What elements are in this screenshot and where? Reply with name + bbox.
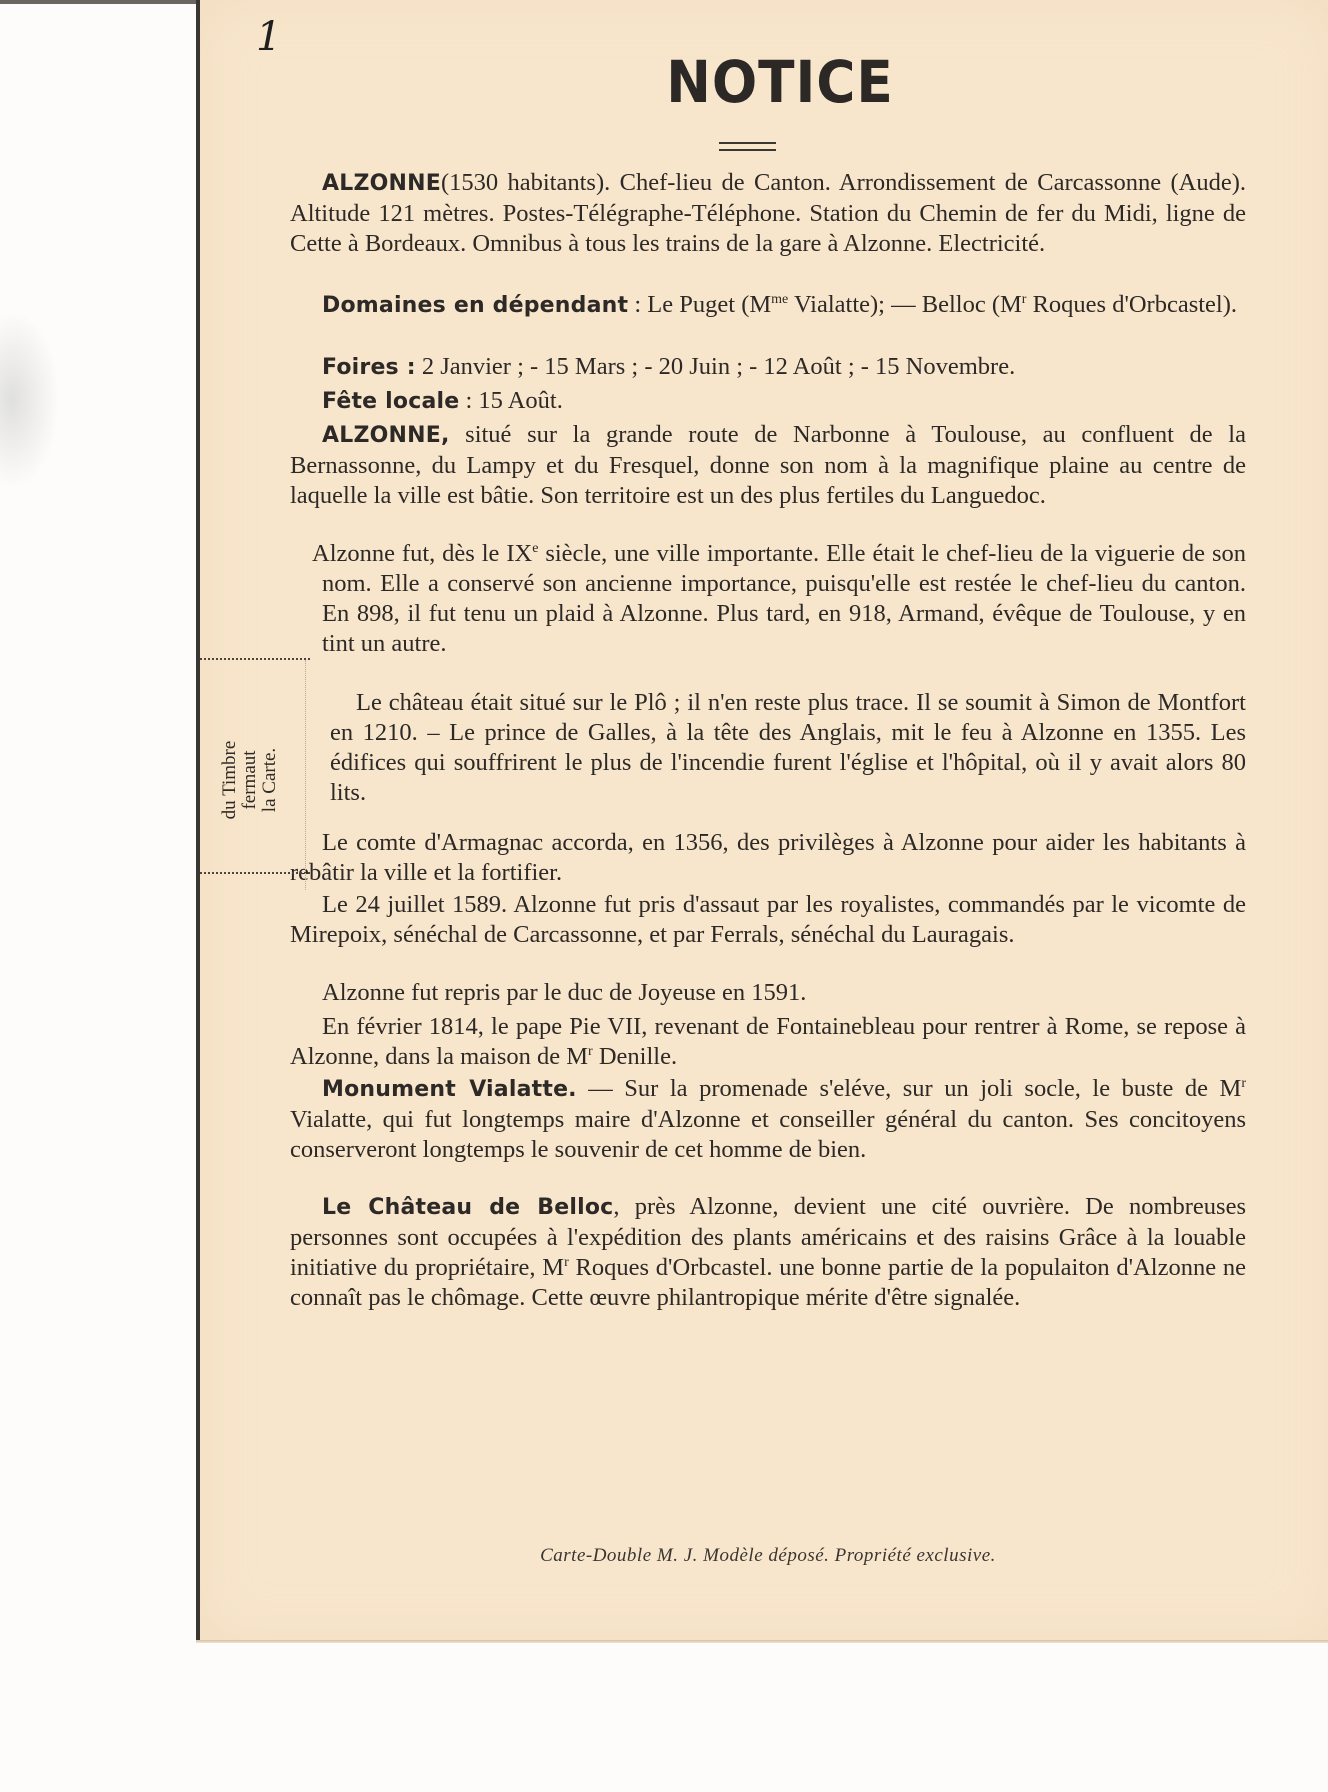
- paragraph-foires: Foires : 2 Janvier ; - 15 Mars ; - 20 Juin ; - 12 Août ; - 15 Novembre.: [322, 353, 1016, 380]
- paragraph-histoire-5: Alzonne fut repris par le duc de Joyeuse en 1591.: [322, 979, 807, 1006]
- stamp-margin-bottom-dotted-line: [200, 872, 310, 874]
- title-double-rule: [719, 142, 776, 151]
- stamp-margin-top-dotted-line: [200, 658, 310, 660]
- paragraph-monument: Monument Vialatte. — Sur la promenade s'eléve, sur un joli socle, le buste de $M^r$ Vialatte, qui fut longtemps maire d'Alzonne et conseiller général du canton. Ses concitoyens conserveront longtemps le souvenir de cet homme de bien.: [290, 1075, 1246, 1163]
- paragraph-histoire-2: Le château était situé sur le Plô ; il n'en reste plus trace. Il se soumit à Simon de Montfort en 1210. – Le prince de Galles, à la tête des Anglais, mit le feu à Alzonne en 1355. Les édifices qui souffrirent le plus de l'incendie furent l'église et l'hôpital, où il y avait alors 80 lits.: [330, 689, 1246, 806]
- heading-alzonne-situation: ALZONNE,: [322, 423, 450, 448]
- heading-belloc: Le Château de Belloc: [322, 1195, 614, 1220]
- paragraph-situation: ALZONNE, situé sur la grande route de Narbonne à Toulouse, au confluent de la Bernassonne, du Lampy et du Fresquel, donne son nom à la magnifique plaine au centre de laquelle la ville est bâtie. Son territoire est un des plus fertiles du Languedoc.: [290, 421, 1246, 509]
- paragraph-histoire-3: Le comte d'Armagnac accorda, en 1356, des privilèges à Alzonne pour aider les habitants à rebâtir la ville et la fortifier.: [290, 829, 1246, 886]
- handwritten-page-number: 1: [256, 14, 282, 60]
- footer-imprint: Carte-Double M. J. Modèle déposé. Propriété exclusive.: [540, 1545, 996, 1566]
- stamp-margin-line-1: du Timbre: [219, 740, 240, 820]
- heading-fete: Fête locale: [322, 389, 460, 414]
- postcard-bottom-edge: [196, 1640, 1328, 1643]
- paragraph-fete: Fête locale : 15 Août.: [322, 387, 563, 414]
- stamp-margin-line-2: fermaut: [239, 750, 260, 810]
- heading-monument: Monument Vialatte.: [322, 1077, 577, 1102]
- paragraph-intro: ALZONNE(1530 habitants). Chef-lieu de Canton. Arrondissement de Carcassonne (Aude). Altitude 121 mètres. Postes-Télégraphe-Téléphone. Station du Chemin de fer du Midi, ligne de Cette à Bordeaux. Omnibus à tous les trains de la gare à Alzonne. Electricité.: [290, 169, 1246, 257]
- paragraph-domaines: Domaines en dépendant : Le Puget ($M^{me}$ Vialatte); — Belloc ($M^r$ Roques d'Orbcastel).: [322, 291, 1238, 318]
- heading-foires: Foires :: [322, 355, 416, 380]
- heading-domaines: Domaines en dépendant: [322, 293, 629, 318]
- page-title: NOTICE: [666, 48, 894, 116]
- paragraph-histoire-6: En février 1814, le pape Pie VII, revenant de Fontainebleau pour rentrer à Rome, se repose à Alzonne, dans la maison de $M^r$ Denille.: [290, 1013, 1246, 1070]
- stamp-margin-vertical-dotted-line: [305, 660, 306, 890]
- paragraph-belloc: Le Château de Belloc, près Alzonne, devient une cité ouvrière. De nombreuses personnes sont occupées à l'expédition des plants américains et des raisins Grâce à la louable initiative du propriétaire, $M^r$ Roques d'Orbcastel. une bonne partie de la populaiton d'Alzonne ne connaît pas le chômage. Cette œuvre philantropique mérite d'être signalée.: [290, 1193, 1246, 1311]
- heading-alzonne: ALZONNE: [322, 171, 441, 196]
- stamp-margin-label: [210, 690, 290, 870]
- paragraph-histoire-1: Alzonne fut, dès le IXe siècle, une ville importante. Elle était le chef-lieu de la viguerie de son nom. Elle a conservé son ancienne importance, puisqu'elle est restée le chef-lieu du canton. En 898, il fut tenu un plaid à Alzonne. Plus tard, en 918, Armand, évêque de Toulouse, y en tint un autre.: [312, 540, 1247, 657]
- scan-edge: [0, 0, 200, 4]
- scan-smudge: [0, 310, 60, 490]
- paragraph-histoire-4: Le 24 juillet 1589. Alzonne fut pris d'assaut par les royalistes, commandés par le vicomte de Mirepoix, sénéchal de Carcassonne, et par Ferrals, sénéchal du Lauragais.: [290, 891, 1246, 948]
- stamp-margin-line-3: la Carte.: [259, 747, 280, 813]
